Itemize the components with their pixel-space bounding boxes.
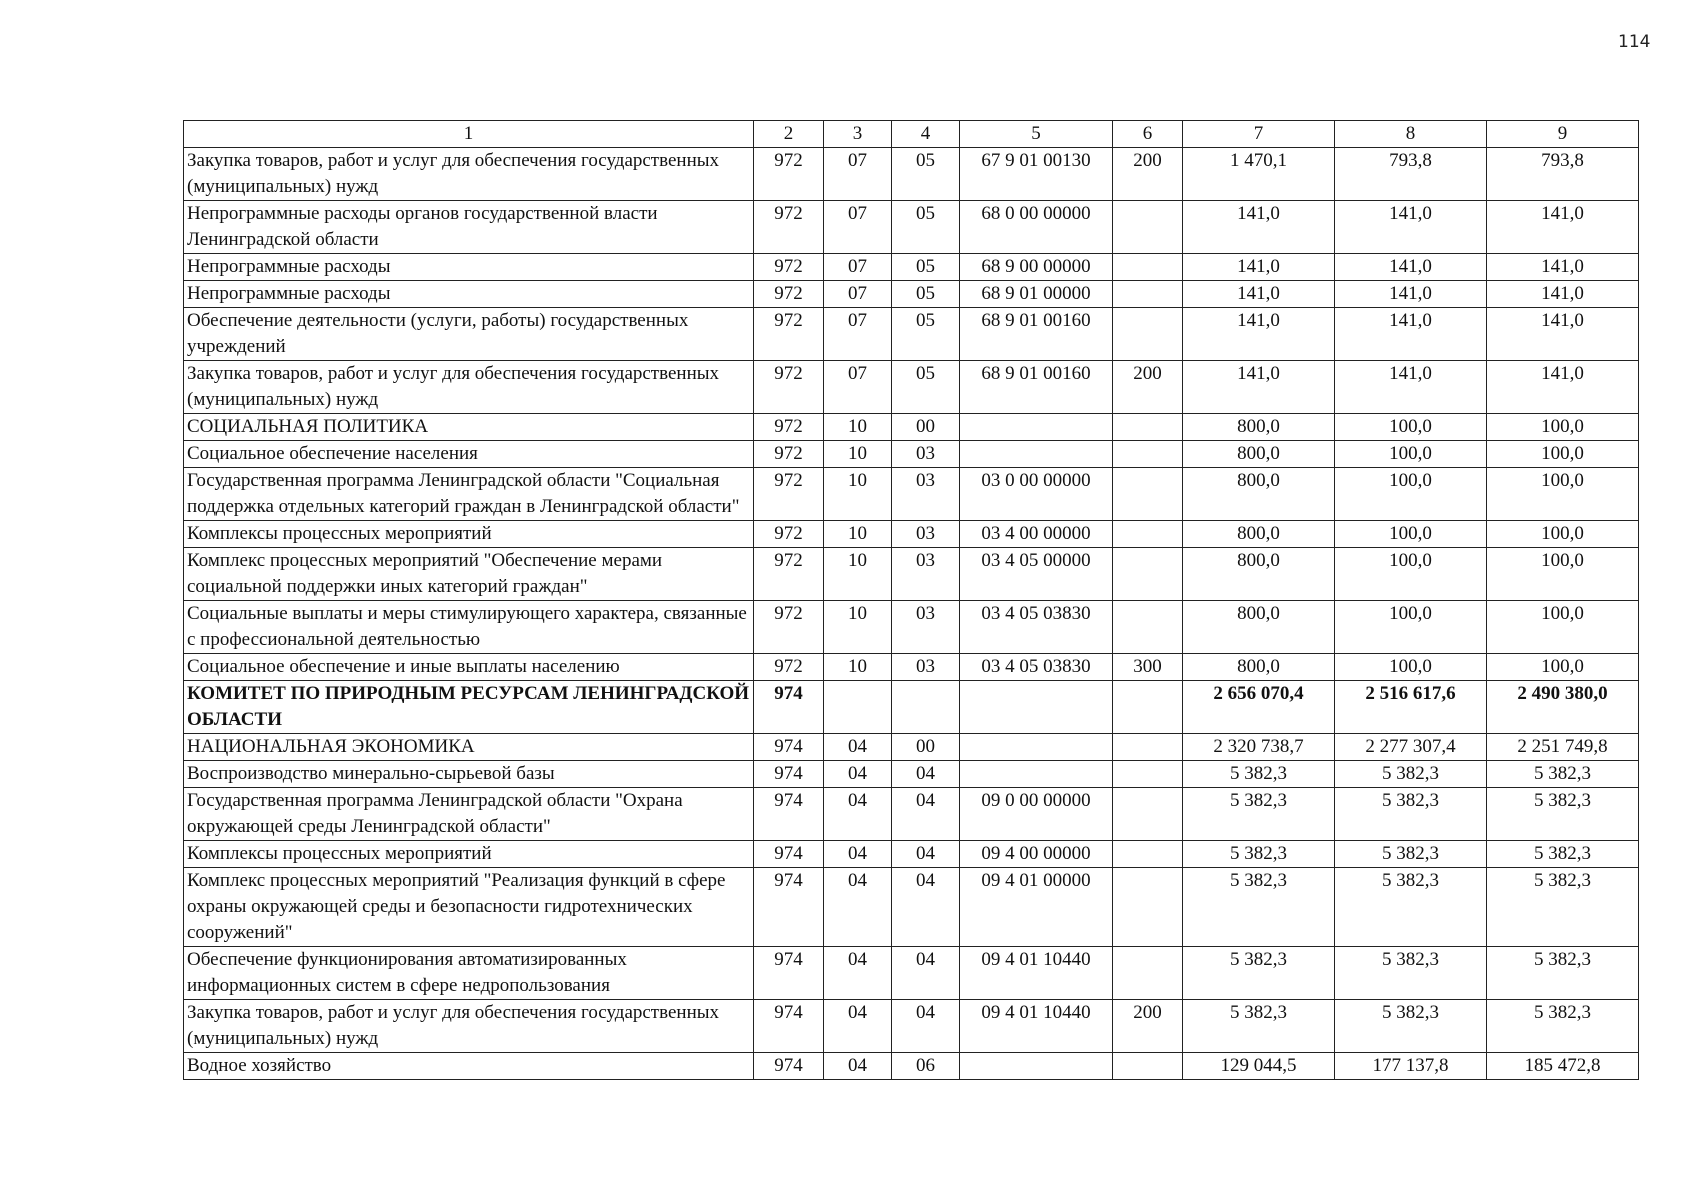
chapter-code-cell: 972 <box>754 468 824 521</box>
amount-col7-cell: 5 382,3 <box>1183 868 1335 947</box>
subsection-code-cell: 04 <box>892 761 960 788</box>
amount-col9-cell: 141,0 <box>1487 201 1639 254</box>
table-row <box>184 1053 1639 1080</box>
row-name-cell: Обеспечение функционирования автоматизированных информационных систем в сфере недропользования <box>184 947 754 1000</box>
chapter-code-cell: 974 <box>754 1053 824 1080</box>
expense-type-cell <box>1113 548 1183 601</box>
amount-col8-cell: 793,8 <box>1335 148 1487 201</box>
row-name-cell: Непрограммные расходы органов государственной власти Ленинградской области <box>184 201 754 254</box>
amount-col7-cell: 5 382,3 <box>1183 1000 1335 1053</box>
row-name-cell: Комплекс процессных мероприятий "Обеспечение мерами социальной поддержки иных категорий граждан" <box>184 548 754 601</box>
subsection-code-cell: 03 <box>892 654 960 681</box>
amount-col9-cell: 100,0 <box>1487 468 1639 521</box>
amount-col7-cell: 141,0 <box>1183 361 1335 414</box>
subsection-code-cell: 03 <box>892 468 960 521</box>
table-row <box>184 254 1639 281</box>
chapter-code-cell: 974 <box>754 788 824 841</box>
row-name-cell: СОЦИАЛЬНАЯ ПОЛИТИКА <box>184 414 754 441</box>
chapter-code-cell: 972 <box>754 201 824 254</box>
target-article-cell: 03 0 00 00000 <box>960 468 1113 521</box>
table-row <box>184 308 1639 361</box>
table-row <box>184 761 1639 788</box>
table-row <box>184 1000 1639 1053</box>
target-article-cell <box>960 734 1113 761</box>
amount-col7-cell: 5 382,3 <box>1183 947 1335 1000</box>
subsection-code-cell: 04 <box>892 788 960 841</box>
expense-type-cell <box>1113 761 1183 788</box>
column-header: 8 <box>1335 121 1487 148</box>
target-article-cell: 68 9 01 00000 <box>960 281 1113 308</box>
expense-type-cell <box>1113 841 1183 868</box>
target-article-cell: 03 4 05 00000 <box>960 548 1113 601</box>
column-header: 1 <box>184 121 754 148</box>
expense-type-cell <box>1113 947 1183 1000</box>
subsection-code-cell: 00 <box>892 734 960 761</box>
amount-col7-cell: 141,0 <box>1183 281 1335 308</box>
amount-col9-cell: 100,0 <box>1487 441 1639 468</box>
table-row <box>184 468 1639 521</box>
column-header: 4 <box>892 121 960 148</box>
amount-col7-cell: 800,0 <box>1183 654 1335 681</box>
chapter-code-cell: 972 <box>754 441 824 468</box>
amount-col7-cell: 5 382,3 <box>1183 841 1335 868</box>
section-code-cell: 04 <box>824 868 892 947</box>
amount-col8-cell: 100,0 <box>1335 468 1487 521</box>
amount-col9-cell: 5 382,3 <box>1487 761 1639 788</box>
target-article-cell: 03 4 00 00000 <box>960 521 1113 548</box>
amount-col8-cell: 100,0 <box>1335 441 1487 468</box>
target-article-cell: 68 9 01 00160 <box>960 308 1113 361</box>
amount-col8-cell: 141,0 <box>1335 281 1487 308</box>
amount-col7-cell: 2 320 738,7 <box>1183 734 1335 761</box>
table-row <box>184 148 1639 201</box>
row-name-cell: НАЦИОНАЛЬНАЯ ЭКОНОМИКА <box>184 734 754 761</box>
section-code-cell: 04 <box>824 788 892 841</box>
amount-col7-cell: 800,0 <box>1183 521 1335 548</box>
chapter-code-cell: 972 <box>754 281 824 308</box>
subsection-code-cell: 03 <box>892 521 960 548</box>
target-article-cell <box>960 414 1113 441</box>
amount-col7-cell: 5 382,3 <box>1183 788 1335 841</box>
amount-col8-cell: 5 382,3 <box>1335 947 1487 1000</box>
amount-col8-cell: 141,0 <box>1335 254 1487 281</box>
target-article-cell: 09 4 01 10440 <box>960 1000 1113 1053</box>
section-code-cell: 04 <box>824 1053 892 1080</box>
subsection-code-cell: 00 <box>892 414 960 441</box>
row-name-cell: Комплексы процессных мероприятий <box>184 521 754 548</box>
table-row <box>184 734 1639 761</box>
amount-col8-cell: 141,0 <box>1335 308 1487 361</box>
row-name-cell: Социальное обеспечение и иные выплаты населению <box>184 654 754 681</box>
column-header: 9 <box>1487 121 1639 148</box>
chapter-code-cell: 972 <box>754 548 824 601</box>
subsection-code-cell: 03 <box>892 548 960 601</box>
amount-col9-cell: 100,0 <box>1487 521 1639 548</box>
expense-type-cell <box>1113 254 1183 281</box>
amount-col9-cell: 793,8 <box>1487 148 1639 201</box>
subsection-code-cell: 03 <box>892 601 960 654</box>
expense-type-cell: 200 <box>1113 148 1183 201</box>
target-article-cell <box>960 441 1113 468</box>
section-code-cell: 10 <box>824 441 892 468</box>
expense-type-cell: 200 <box>1113 1000 1183 1053</box>
row-name-cell: Закупка товаров, работ и услуг для обеспечения государственных (муниципальных) нужд <box>184 1000 754 1053</box>
amount-col8-cell: 2 277 307,4 <box>1335 734 1487 761</box>
amount-col9-cell: 141,0 <box>1487 308 1639 361</box>
section-code-cell: 10 <box>824 548 892 601</box>
row-name-cell: Непрограммные расходы <box>184 281 754 308</box>
target-article-cell: 68 9 01 00160 <box>960 361 1113 414</box>
amount-col7-cell: 1 470,1 <box>1183 148 1335 201</box>
amount-col8-cell: 5 382,3 <box>1335 841 1487 868</box>
amount-col7-cell: 141,0 <box>1183 254 1335 281</box>
chapter-code-cell: 974 <box>754 681 824 734</box>
chapter-code-cell: 972 <box>754 654 824 681</box>
target-article-cell: 03 4 05 03830 <box>960 654 1113 681</box>
chapter-code-cell: 974 <box>754 734 824 761</box>
table-row <box>184 841 1639 868</box>
page-number: 114 <box>1618 32 1651 52</box>
subsection-code-cell: 05 <box>892 254 960 281</box>
chapter-code-cell: 972 <box>754 308 824 361</box>
chapter-code-cell: 972 <box>754 254 824 281</box>
chapter-code-cell: 972 <box>754 361 824 414</box>
chapter-code-cell: 974 <box>754 947 824 1000</box>
table-header-row <box>184 121 1639 148</box>
section-code-cell: 07 <box>824 201 892 254</box>
row-name-cell: Закупка товаров, работ и услуг для обеспечения государственных (муниципальных) нужд <box>184 148 754 201</box>
chapter-code-cell: 974 <box>754 868 824 947</box>
section-code-cell: 07 <box>824 308 892 361</box>
amount-col7-cell: 129 044,5 <box>1183 1053 1335 1080</box>
target-article-cell: 09 4 01 10440 <box>960 947 1113 1000</box>
amount-col9-cell: 2 251 749,8 <box>1487 734 1639 761</box>
row-name-cell: Государственная программа Ленинградской области "Социальная поддержка отдельных категорий граждан в Ленинградской области" <box>184 468 754 521</box>
amount-col7-cell: 800,0 <box>1183 468 1335 521</box>
amount-col8-cell: 141,0 <box>1335 201 1487 254</box>
section-code-cell: 04 <box>824 1000 892 1053</box>
target-article-cell: 67 9 01 00130 <box>960 148 1113 201</box>
amount-col7-cell: 800,0 <box>1183 441 1335 468</box>
amount-col8-cell: 5 382,3 <box>1335 761 1487 788</box>
subsection-code-cell: 05 <box>892 148 960 201</box>
subsection-code-cell: 04 <box>892 1000 960 1053</box>
row-name-cell: Закупка товаров, работ и услуг для обеспечения государственных (муниципальных) нужд <box>184 361 754 414</box>
amount-col7-cell: 800,0 <box>1183 414 1335 441</box>
chapter-code-cell: 972 <box>754 414 824 441</box>
amount-col9-cell: 141,0 <box>1487 254 1639 281</box>
section-code-cell <box>824 681 892 734</box>
subsection-code-cell: 04 <box>892 868 960 947</box>
section-code-cell: 07 <box>824 254 892 281</box>
expense-type-cell <box>1113 868 1183 947</box>
subsection-code-cell: 06 <box>892 1053 960 1080</box>
amount-col9-cell: 100,0 <box>1487 654 1639 681</box>
amount-col7-cell: 800,0 <box>1183 548 1335 601</box>
table-row <box>184 548 1639 601</box>
expense-type-cell: 300 <box>1113 654 1183 681</box>
column-header: 2 <box>754 121 824 148</box>
expense-type-cell <box>1113 281 1183 308</box>
amount-col7-cell: 800,0 <box>1183 601 1335 654</box>
expense-type-cell <box>1113 601 1183 654</box>
amount-col8-cell: 5 382,3 <box>1335 868 1487 947</box>
amount-col8-cell: 100,0 <box>1335 601 1487 654</box>
subsection-code-cell: 05 <box>892 361 960 414</box>
table-row <box>184 868 1639 947</box>
budget-table <box>183 120 1639 1080</box>
expense-type-cell <box>1113 734 1183 761</box>
section-code-cell: 10 <box>824 601 892 654</box>
amount-col9-cell: 5 382,3 <box>1487 841 1639 868</box>
amount-col8-cell: 5 382,3 <box>1335 1000 1487 1053</box>
amount-col7-cell: 141,0 <box>1183 201 1335 254</box>
amount-col7-cell: 5 382,3 <box>1183 761 1335 788</box>
amount-col9-cell: 141,0 <box>1487 281 1639 308</box>
subsection-code-cell: 05 <box>892 201 960 254</box>
expense-type-cell <box>1113 468 1183 521</box>
chapter-code-cell: 972 <box>754 521 824 548</box>
section-code-cell: 07 <box>824 148 892 201</box>
amount-col9-cell: 5 382,3 <box>1487 788 1639 841</box>
target-article-cell: 68 9 00 00000 <box>960 254 1113 281</box>
amount-col9-cell: 100,0 <box>1487 601 1639 654</box>
amount-col8-cell: 141,0 <box>1335 361 1487 414</box>
section-code-cell: 07 <box>824 281 892 308</box>
target-article-cell <box>960 681 1113 734</box>
row-name-cell: КОМИТЕТ ПО ПРИРОДНЫМ РЕСУРСАМ ЛЕНИНГРАДСКОЙ ОБЛАСТИ <box>184 681 754 734</box>
amount-col8-cell: 100,0 <box>1335 521 1487 548</box>
expense-type-cell: 200 <box>1113 361 1183 414</box>
expense-type-cell <box>1113 788 1183 841</box>
row-name-cell: Комплекс процессных мероприятий "Реализация функций в сфере охраны окружающей среды и безопасности гидротехнических сооружений" <box>184 868 754 947</box>
amount-col9-cell: 185 472,8 <box>1487 1053 1639 1080</box>
table-row <box>184 441 1639 468</box>
amount-col8-cell: 100,0 <box>1335 548 1487 601</box>
row-name-cell: Комплексы процессных мероприятий <box>184 841 754 868</box>
amount-col8-cell: 100,0 <box>1335 414 1487 441</box>
amount-col9-cell: 5 382,3 <box>1487 868 1639 947</box>
amount-col8-cell: 2 516 617,6 <box>1335 681 1487 734</box>
amount-col9-cell: 5 382,3 <box>1487 947 1639 1000</box>
amount-col7-cell: 2 656 070,4 <box>1183 681 1335 734</box>
subsection-code-cell: 03 <box>892 441 960 468</box>
amount-col9-cell: 100,0 <box>1487 548 1639 601</box>
chapter-code-cell: 974 <box>754 1000 824 1053</box>
row-name-cell: Государственная программа Ленинградской области "Охрана окружающей среды Ленинградской области" <box>184 788 754 841</box>
section-code-cell: 04 <box>824 734 892 761</box>
column-header: 6 <box>1113 121 1183 148</box>
table-row <box>184 361 1639 414</box>
table-row <box>184 681 1639 734</box>
expense-type-cell <box>1113 681 1183 734</box>
expense-type-cell <box>1113 441 1183 468</box>
subsection-code-cell: 05 <box>892 308 960 361</box>
expense-type-cell <box>1113 414 1183 441</box>
section-code-cell: 10 <box>824 414 892 441</box>
subsection-code-cell: 04 <box>892 947 960 1000</box>
table-row <box>184 947 1639 1000</box>
expense-type-cell <box>1113 521 1183 548</box>
table-row <box>184 201 1639 254</box>
table-body <box>184 148 1639 1080</box>
section-code-cell: 04 <box>824 841 892 868</box>
row-name-cell: Непрограммные расходы <box>184 254 754 281</box>
chapter-code-cell: 972 <box>754 601 824 654</box>
column-header: 5 <box>960 121 1113 148</box>
row-name-cell: Социальное обеспечение населения <box>184 441 754 468</box>
amount-col8-cell: 177 137,8 <box>1335 1053 1487 1080</box>
table-row <box>184 281 1639 308</box>
target-article-cell: 09 4 00 00000 <box>960 841 1113 868</box>
section-code-cell: 04 <box>824 761 892 788</box>
table-row <box>184 788 1639 841</box>
amount-col7-cell: 141,0 <box>1183 308 1335 361</box>
section-code-cell: 10 <box>824 654 892 681</box>
amount-col8-cell: 5 382,3 <box>1335 788 1487 841</box>
subsection-code-cell <box>892 681 960 734</box>
target-article-cell <box>960 761 1113 788</box>
subsection-code-cell: 05 <box>892 281 960 308</box>
chapter-code-cell: 972 <box>754 148 824 201</box>
section-code-cell: 07 <box>824 361 892 414</box>
target-article-cell: 09 4 01 00000 <box>960 868 1113 947</box>
chapter-code-cell: 974 <box>754 761 824 788</box>
amount-col9-cell: 5 382,3 <box>1487 1000 1639 1053</box>
row-name-cell: Водное хозяйство <box>184 1053 754 1080</box>
section-code-cell: 04 <box>824 947 892 1000</box>
amount-col8-cell: 100,0 <box>1335 654 1487 681</box>
expense-type-cell <box>1113 1053 1183 1080</box>
table-row <box>184 521 1639 548</box>
target-article-cell: 09 0 00 00000 <box>960 788 1113 841</box>
expense-type-cell <box>1113 201 1183 254</box>
amount-col9-cell: 100,0 <box>1487 414 1639 441</box>
target-article-cell <box>960 1053 1113 1080</box>
row-name-cell: Обеспечение деятельности (услуги, работы) государственных учреждений <box>184 308 754 361</box>
target-article-cell: 03 4 05 03830 <box>960 601 1113 654</box>
column-header: 7 <box>1183 121 1335 148</box>
subsection-code-cell: 04 <box>892 841 960 868</box>
expense-type-cell <box>1113 308 1183 361</box>
amount-col9-cell: 141,0 <box>1487 361 1639 414</box>
row-name-cell: Социальные выплаты и меры стимулирующего характера, связанные с профессиональной деятельностью <box>184 601 754 654</box>
chapter-code-cell: 974 <box>754 841 824 868</box>
column-header: 3 <box>824 121 892 148</box>
target-article-cell: 68 0 00 00000 <box>960 201 1113 254</box>
row-name-cell: Воспроизводство минерально-сырьевой базы <box>184 761 754 788</box>
amount-col9-cell: 2 490 380,0 <box>1487 681 1639 734</box>
table-row <box>184 414 1639 441</box>
table-row <box>184 601 1639 654</box>
section-code-cell: 10 <box>824 521 892 548</box>
section-code-cell: 10 <box>824 468 892 521</box>
table-row <box>184 654 1639 681</box>
